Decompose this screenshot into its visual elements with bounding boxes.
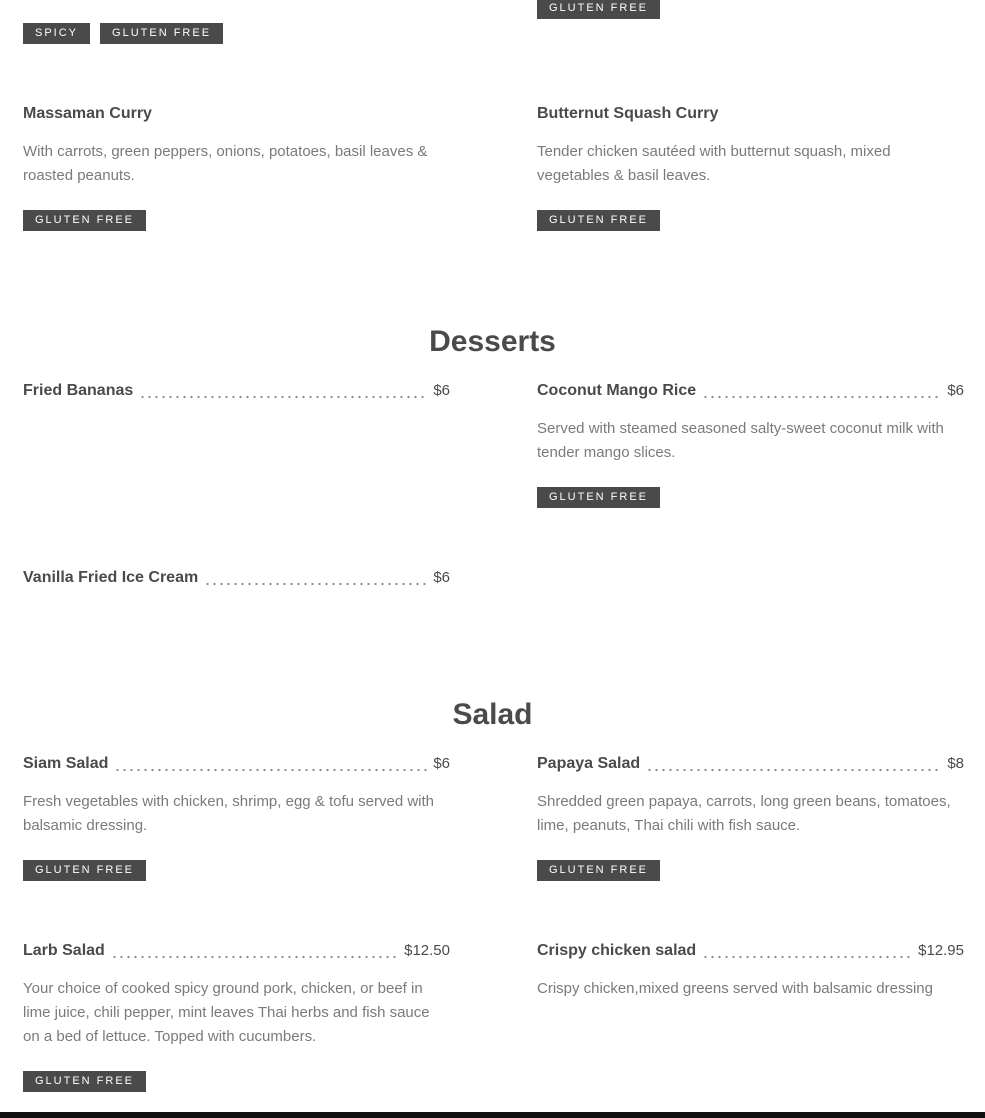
- item-price: $6: [433, 569, 450, 586]
- menu-item-coconut-mango-rice: [537, 382, 964, 404]
- menu-item-larb-salad: [23, 942, 450, 964]
- item-name: Coconut Mango Rice: [537, 382, 697, 399]
- item-price: $8: [947, 755, 964, 772]
- menu-item-crispy-chicken-salad: [537, 942, 964, 964]
- top-left-badges: [23, 23, 223, 44]
- menu-item-vanilla-fried-ice-cream: [23, 569, 450, 591]
- item-name: Papaya Salad: [537, 755, 641, 772]
- item-badges: [23, 210, 146, 231]
- item-price: $6: [947, 382, 964, 399]
- item-description: Your choice of cooked spicy ground pork, chicken, or beef in lime juice, chili pepper, mint leaves Thai herbs and fish sauce on a bed of lettuce. Topped with cucumbers.: [23, 980, 430, 1045]
- dot-leader: [702, 955, 912, 959]
- item-name: Crispy chicken salad: [537, 942, 697, 959]
- gluten-free-badge: GLUTEN FREE: [537, 860, 660, 881]
- gluten-free-badge: GLUTEN FREE: [537, 210, 660, 231]
- item-name: Larb Salad: [23, 942, 105, 959]
- item-price: $12.50: [404, 942, 450, 959]
- dot-leader: [114, 768, 427, 772]
- section-title-salad: Salad: [452, 698, 533, 731]
- item-description: Shredded green papaya, carrots, long green beans, tomatoes, lime, peanuts, Thai chili with fish sauce.: [537, 793, 951, 834]
- gluten-free-badge: GLUTEN FREE: [537, 487, 660, 508]
- gluten-free-badge: GLUTEN FREE: [537, 0, 660, 19]
- dot-leader: [204, 582, 427, 586]
- item-price: $12.95: [918, 942, 964, 959]
- item-price: $6: [433, 755, 450, 772]
- item-name: Massaman Curry: [23, 105, 152, 122]
- item-description: Crispy chicken,mixed greens served with balsamic dressing: [537, 980, 933, 997]
- menu-item-massaman-curry: [23, 105, 450, 127]
- item-description: Tender chicken sautéed with butternut squash, mixed vegetables & basil leaves.: [537, 143, 891, 184]
- gluten-free-badge: GLUTEN FREE: [100, 23, 223, 44]
- gluten-free-badge: GLUTEN FREE: [23, 1071, 146, 1092]
- item-badges: [537, 860, 660, 881]
- item-name: Vanilla Fried Ice Cream: [23, 569, 199, 586]
- gluten-free-badge: GLUTEN FREE: [23, 210, 146, 231]
- menu-item-papaya-salad: [537, 755, 964, 777]
- item-badges: [23, 1071, 146, 1092]
- gluten-free-badge: GLUTEN FREE: [23, 860, 146, 881]
- dot-leader: [702, 395, 941, 399]
- dot-leader: [139, 395, 427, 399]
- item-description: Fresh vegetables with chicken, shrimp, egg & tofu served with balsamic dressing.: [23, 793, 435, 834]
- menu-item-siam-salad: [23, 755, 450, 777]
- menu-item-fried-bananas: [23, 382, 450, 404]
- top-right-badges: [537, 0, 660, 19]
- item-description: With carrots, green peppers, onions, potatoes, basil leaves & roasted peanuts.: [23, 143, 428, 184]
- spicy-badge: SPICY: [23, 23, 90, 44]
- dot-leader: [111, 955, 398, 959]
- menu-item-butternut-squash-curry: [537, 105, 964, 127]
- dot-leader: [646, 768, 941, 772]
- item-name: Fried Bananas: [23, 382, 134, 399]
- item-badges: [23, 860, 146, 881]
- footer-bar: [0, 1112, 985, 1118]
- item-badges: [537, 210, 660, 231]
- section-title-desserts: Desserts: [429, 325, 556, 358]
- item-description: Served with steamed seasoned salty-sweet coconut milk with tender mango slices.: [537, 420, 944, 461]
- item-name: Siam Salad: [23, 755, 109, 772]
- item-badges: [537, 487, 660, 508]
- item-name: Butternut Squash Curry: [537, 105, 719, 122]
- item-price: $6: [433, 382, 450, 399]
